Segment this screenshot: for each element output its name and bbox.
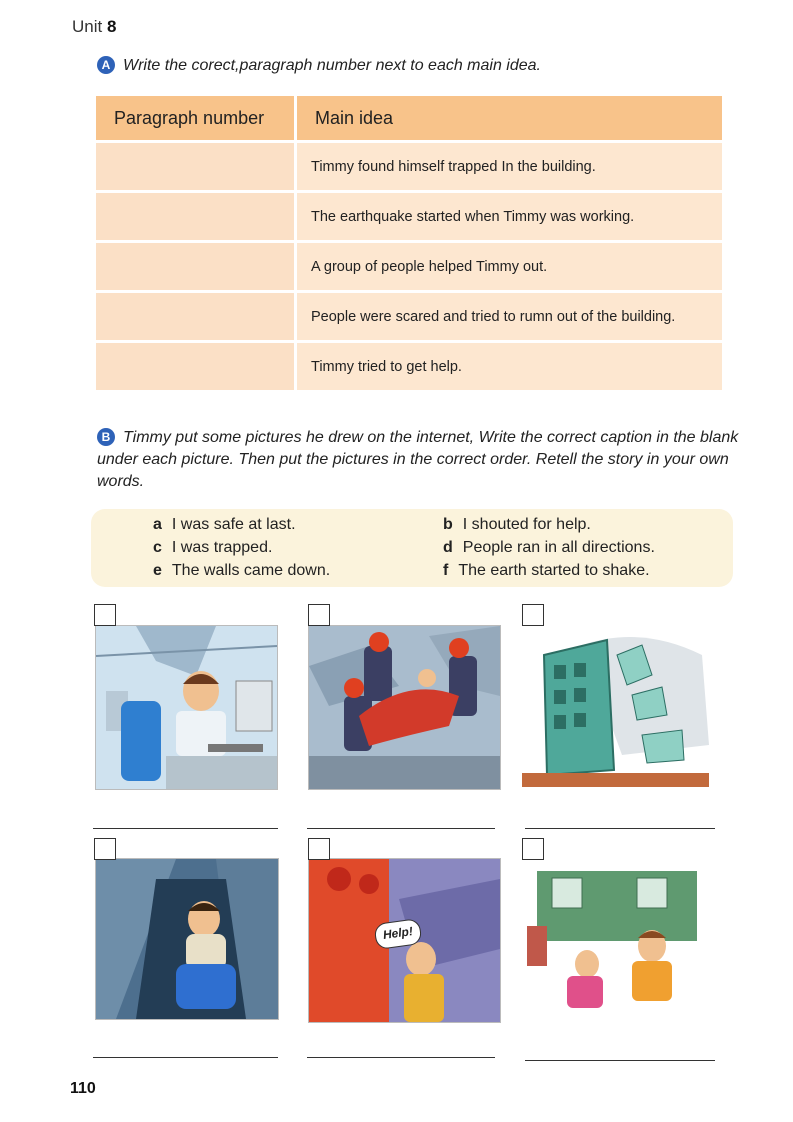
order-checkbox[interactable]	[522, 838, 544, 860]
page-number: 110	[70, 1080, 96, 1097]
order-checkbox[interactable]	[94, 838, 116, 860]
caption-answer-line[interactable]	[525, 1060, 715, 1061]
unit-label: Unit	[72, 17, 103, 36]
paragraph-number-cell[interactable]	[96, 290, 297, 340]
caption-box	[91, 509, 733, 587]
caption-letter: f	[443, 562, 449, 579]
table-row	[96, 290, 722, 340]
caption-e	[153, 562, 330, 580]
section-a-badge: A	[97, 56, 115, 74]
order-checkbox[interactable]	[94, 604, 116, 626]
office-worker-earthquake-picture	[95, 625, 278, 790]
boy-trapped-picture	[95, 858, 279, 1020]
order-checkbox[interactable]	[522, 604, 544, 626]
caption-letter: b	[443, 516, 453, 533]
caption-letter: d	[443, 539, 453, 556]
paragraph-number-cell[interactable]	[96, 240, 297, 290]
main-idea-cell: A group of people helped Timmy out.	[297, 240, 722, 290]
caption-answer-line[interactable]	[93, 1057, 278, 1058]
caption-text: I was trapped.	[171, 539, 273, 556]
paragraph-number-cell[interactable]	[96, 340, 297, 390]
main-idea-cell: Timmy tried to get help.	[297, 340, 722, 390]
table-row	[96, 140, 722, 190]
unit-number: 8	[106, 17, 117, 36]
caption-f	[443, 562, 650, 580]
main-idea-table	[96, 96, 722, 390]
caption-text: The earth started to shake.	[458, 562, 650, 579]
header-paragraph-number: Paragraph number	[96, 96, 297, 140]
caption-text: People ran in all directions.	[462, 539, 655, 556]
caption-b	[443, 516, 591, 534]
paragraph-number-cell[interactable]	[96, 140, 297, 190]
firefighters-rescue-picture	[308, 625, 501, 790]
section-a-instruction	[97, 56, 541, 75]
caption-letter: c	[153, 539, 162, 556]
caption-answer-line[interactable]	[307, 1057, 495, 1058]
paragraph-number-cell[interactable]	[96, 190, 297, 240]
caption-text: I was safe at last.	[171, 516, 296, 533]
caption-answer-line[interactable]	[307, 828, 495, 829]
table-row	[96, 190, 722, 240]
caption-d	[443, 539, 655, 557]
unit-heading	[72, 17, 116, 37]
caption-letter: a	[153, 516, 162, 533]
caption-letter: e	[153, 562, 162, 579]
caption-c	[153, 539, 272, 557]
people-running-picture	[527, 866, 709, 1021]
main-idea-cell: People were scared and tried to rumn out of the building.	[297, 290, 722, 340]
caption-answer-line[interactable]	[525, 828, 715, 829]
header-main-idea: Main idea	[297, 96, 722, 140]
caption-text: I shouted for help.	[462, 516, 591, 533]
order-checkbox[interactable]	[308, 604, 330, 626]
table-row	[96, 340, 722, 390]
boy-shouting-help-picture	[308, 858, 501, 1023]
section-b-badge: B	[97, 428, 115, 446]
table-row	[96, 240, 722, 290]
caption-a	[153, 516, 296, 534]
section-b-text: Timmy put some pictures he drew on the internet, Write the correct caption in the blank under each picture. Then put the pictures in the correct order. Retell the story in your own words.	[97, 429, 739, 490]
section-b-instruction	[97, 427, 747, 493]
building-collapse-picture	[522, 625, 709, 790]
caption-answer-line[interactable]	[93, 828, 278, 829]
main-idea-cell: Timmy found himself trapped In the building.	[297, 140, 722, 190]
help-speech-bubble: Help!	[373, 918, 422, 950]
order-checkbox[interactable]	[308, 838, 330, 860]
caption-text: The walls came down.	[171, 562, 331, 579]
main-idea-cell: The earthquake started when Timmy was working.	[297, 190, 722, 240]
section-a-text: Write the corect,paragraph number next to each main idea.	[123, 57, 541, 74]
